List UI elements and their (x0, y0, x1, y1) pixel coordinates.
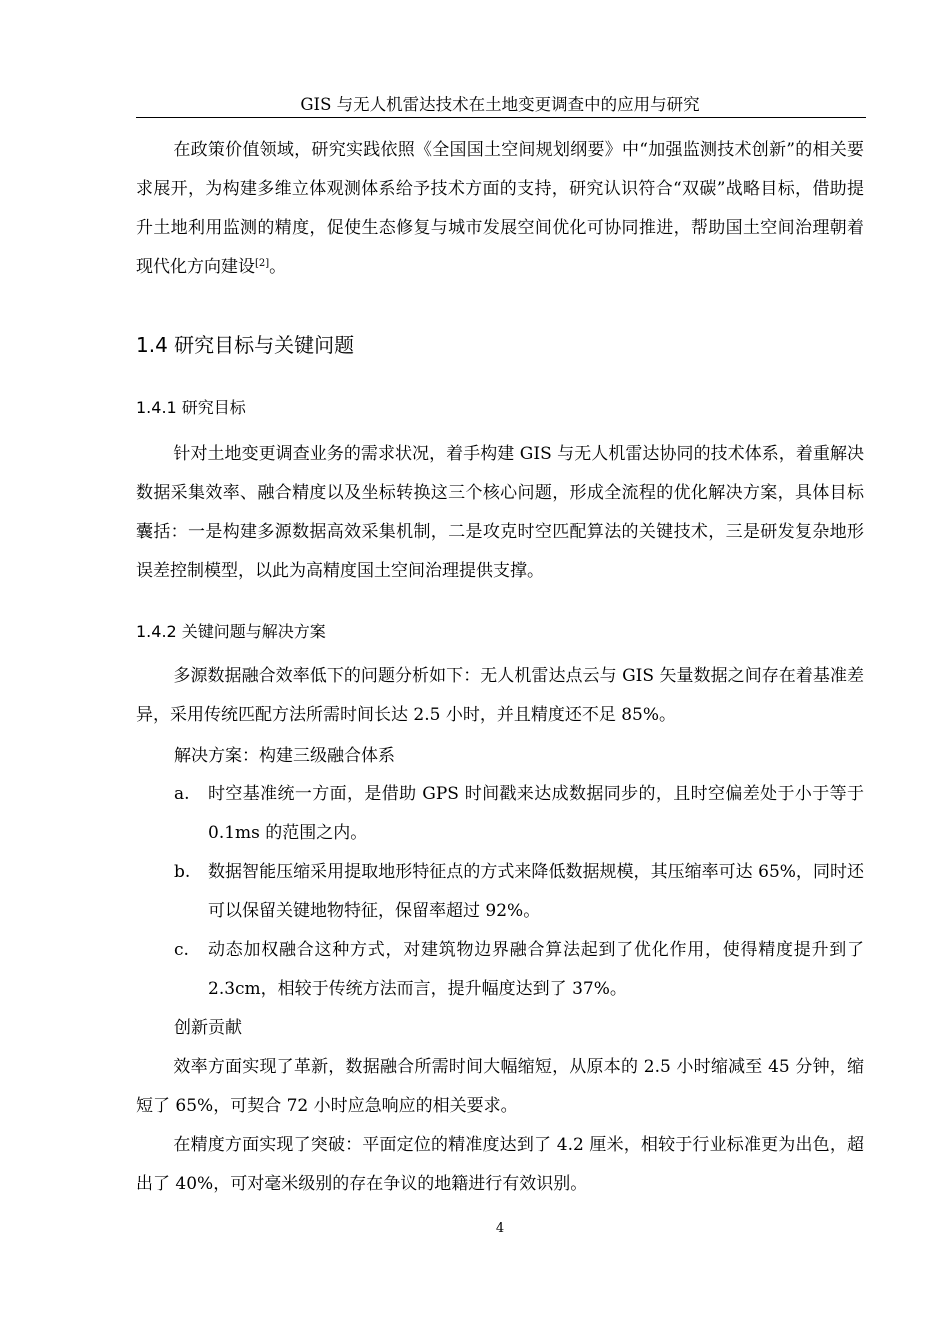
header-rule (136, 117, 866, 118)
solution-item-text: 数据智能压缩采用提取地形特征点的方式来降低数据规模，其压缩率可达 65%，同时还可以保留关键地物特征，保留率超过 92%。 (208, 862, 864, 921)
innovation-accuracy-paragraph: 在精度方面实现了突破：平面定位的精准度达到了 4.2 厘米，相较于行业标准更为出色，超出了 40%，可对毫米级别的存在争议的地籍进行有效识别。 (136, 1135, 864, 1194)
running-header: GIS 与无人机雷达技术在土地变更调查中的应用与研究 (300, 95, 700, 114)
research-goals-paragraph: 针对土地变更调查业务的需求状况，着手构建 GIS 与无人机雷达协同的技术体系，着重解决数据采集效率、融合精度以及坐标转换这三个核心问题，形成全流程的优化解决方案，具体目标囊括：一是构建多源数据高效采集机制，二是攻克时空匹配算法的关键技术，三是研发复杂地形误差控制模型，以此为高精度国土空间治理提供支撑。 (136, 444, 864, 581)
page-number: 4 (495, 1221, 505, 1236)
solution-item-c (174, 931, 864, 1009)
solution-heading: 解决方案：构建三级融合体系 (174, 746, 395, 766)
solution-item-text: 时空基准统一方面，是借助 GPS 时间戳来达成数据同步的，且时空偏差处于小于等于 0.1ms 的范围之内。 (208, 784, 864, 843)
intro-paragraph-end: 。 (269, 257, 287, 277)
solution-item-b (174, 853, 864, 931)
list-marker: a. (174, 784, 190, 804)
solution-item-text: 动态加权融合这种方式，对建筑物边界融合算法起到了优化作用，使得精度提升到了 2.3cm，相较于传统方法而言，提升幅度达到了 37%。 (208, 940, 864, 999)
solution-item-a (174, 775, 864, 853)
section-heading-1-4-1: 1.4.1 研究目标 (136, 398, 246, 417)
section-heading-1-4: 1.4 研究目标与关键问题 (136, 333, 355, 357)
section-heading-1-4-2: 1.4.2 关键问题与解决方案 (136, 622, 326, 641)
innovation-heading: 创新贡献 (174, 1018, 242, 1038)
innovation-efficiency-paragraph: 效率方面实现了革新，数据融合所需时间大幅缩短，从原本的 2.5 小时缩减至 45 分钟，缩短了 65%，可契合 72 小时应急响应的相关要求。 (136, 1057, 864, 1116)
intro-paragraph-text: 在政策价值领域，研究实践依照《全国国土空间规划纲要》中“加强监测技术创新”的相关要求展开，为构建多维立体观测体系给予技术方面的支持，研究认识符合“双碳”战略目标，借助提升土地利用监测的精度，促使生态修复与城市发展空间优化可协同推进，帮助国土空间治理朝着现代化方向建设 (136, 140, 864, 277)
list-marker: b. (174, 862, 191, 882)
list-marker: c. (174, 940, 189, 960)
problem-paragraph: 多源数据融合效率低下的问题分析如下：无人机雷达点云与 GIS 矢量数据之间存在着基准差异，采用传统匹配方法所需时间长达 2.5 小时，并且精度还不足 85%。 (136, 666, 864, 725)
intro-paragraph (136, 131, 864, 287)
citation-ref[interactable]: [2] (255, 258, 270, 269)
